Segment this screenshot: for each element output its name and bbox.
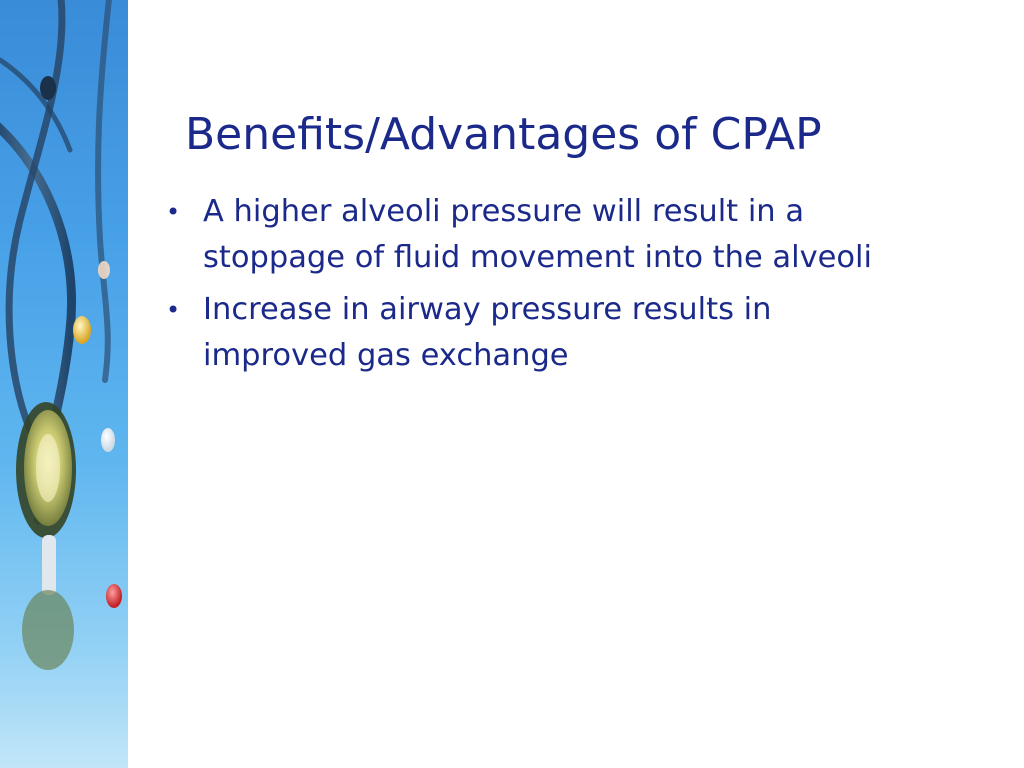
slide-title: Benefits/Advantages of CPAP	[185, 109, 822, 160]
bullet-item	[166, 189, 906, 281]
bullet-marker: •	[166, 296, 181, 324]
bullet-text: A higher alveoli pressure will result in a stoppage of fluid movement into the alveoli	[203, 194, 873, 275]
bullet-item	[166, 287, 906, 379]
bullet-list	[166, 189, 906, 385]
stethoscope-image	[0, 0, 128, 768]
bullet-text: Increase in airway pressure results in improved gas exchange	[203, 292, 772, 373]
bullet-marker: •	[166, 198, 181, 226]
